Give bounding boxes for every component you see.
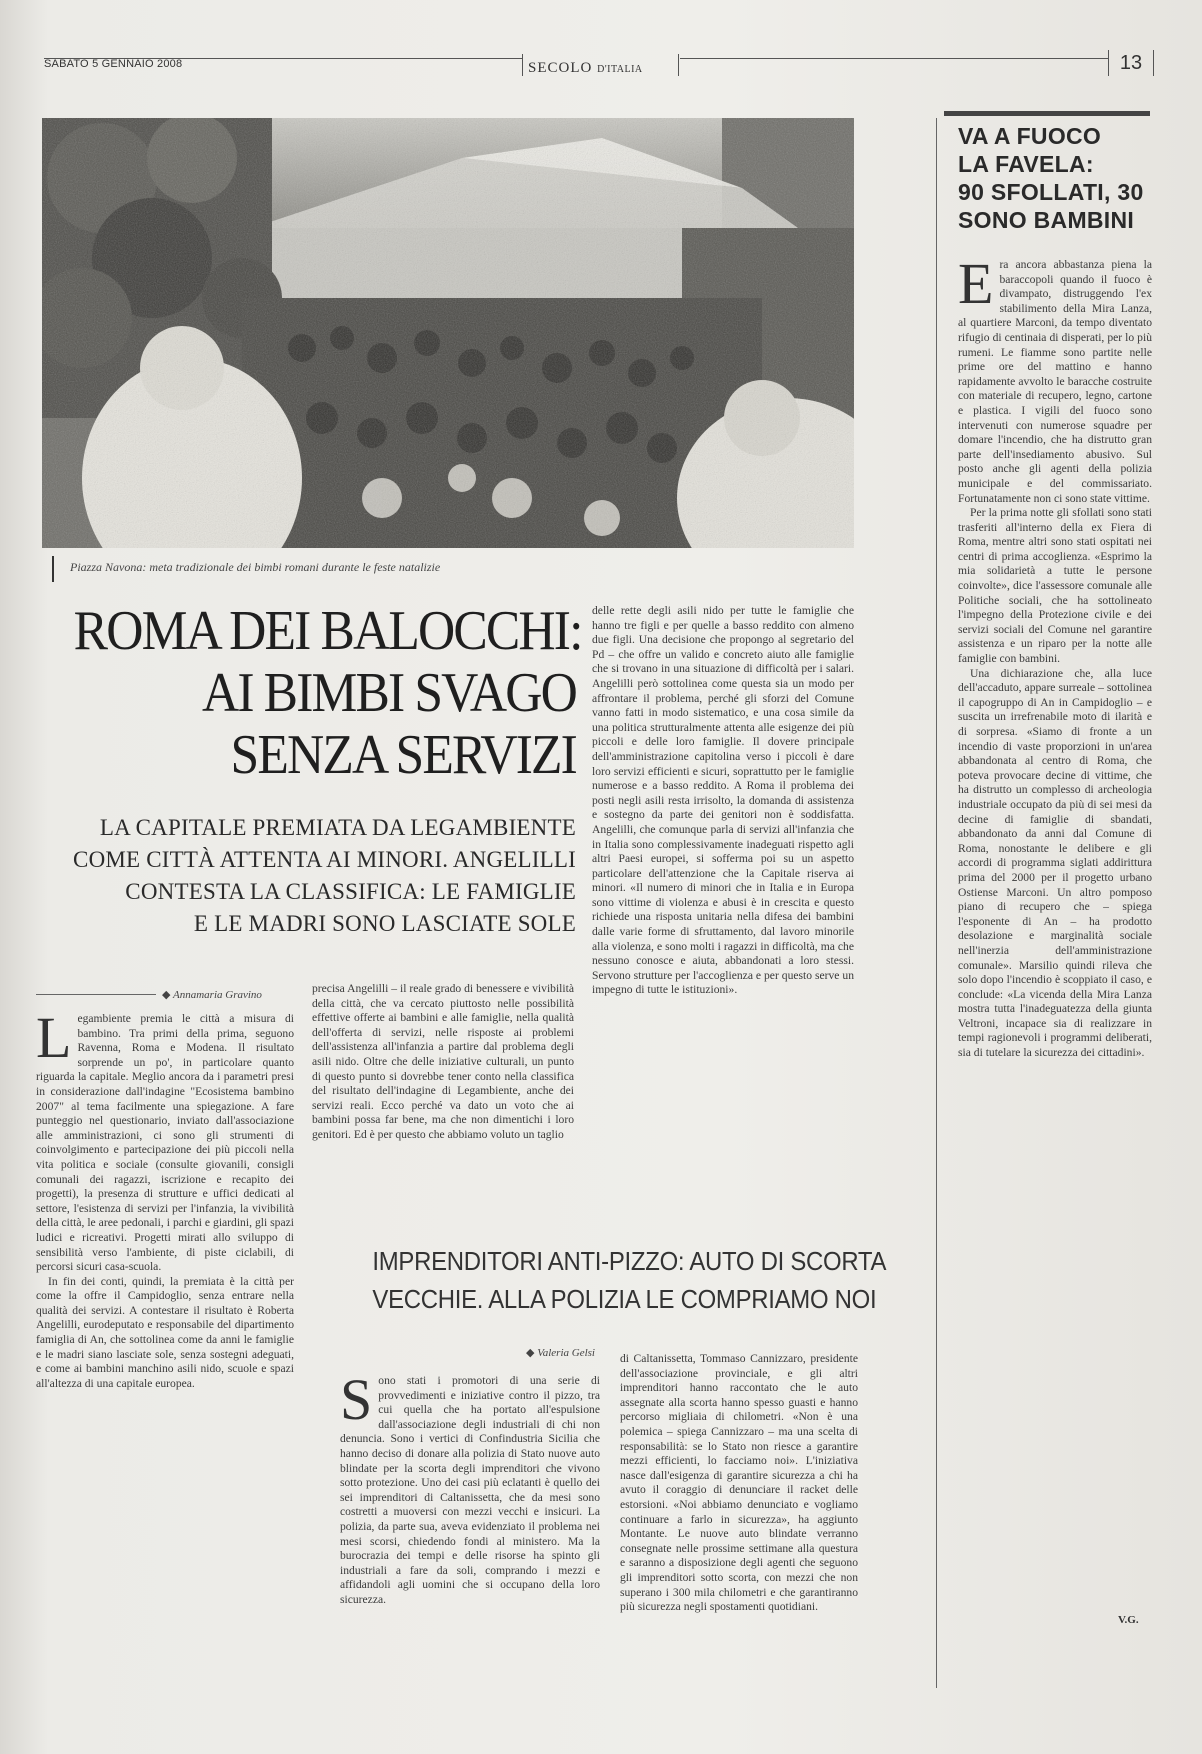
main-byline-name: Annamaria Gravino [173,989,262,1001]
crowd-photo-illustration [42,118,854,548]
main-subhead [30,812,576,940]
sidebar-headline-line: LA FAVELA: [958,151,1094,177]
caption-marker [52,556,54,582]
second-col2-text: di Caltanissetta, Tommaso Cannizzaro, presidente dell'associazione provinciale, e gli altri imprenditori hanno raccontato che le auto assegnate alla scorta hanno spesso guasti e hanno percorso migliaia di chilometri. «Non è una polemica – spiega Cannizzaro – ma una scelta di responsabilità: se lo Stato non riesce a garantire mezzi efficienti, lo facciamo noi». L'iniziativa nasce dall'esigenza di garantire sicurezza a chi ha avuto il coraggio di denunciare il racket delle estorsioni. «Noi abbiamo denunciato e vogliamo continuare a farlo in sicurezza», ha aggiunto Montante. Le nuove auto blindate verranno consegnate nelle prossime settimane alla questura e saranno a disposizione degli agenti che seguono gli imprenditori sotto scorta, con mezzi che non superano i 300 mila chilometri e che garantiranno più sicurezza negli spostamenti quotidiani. [620,1352,858,1614]
subhead-line: COME CITTÀ ATTENTA AI MINORI. ANGELILLI [73,847,576,872]
main-col1-text: egambiente premia le città a misura di bambino. Tra primi della prima, seguono Ravenna, Roma e Modena. Il risultato sorprende un po', in particolare quanto riguarda la capitale. Meglio ancora da i parametri presi in considerazione dall'indagine "Ecosistema bambino 2007" al tema facilmente una spiegazione. A fare punteggio nel questionario, inviato dall'associazione alle amministrazioni, ci sono gli strumenti di coinvolgimento e partecipazione dei più piccoli nella vita politica e sociale (consulte giovanili, consigli comunali dei ragazzi, iscrizione e recapito dei progetti), la presenza di strutture e uffici dedicati al settore, l'esistenza di servizi per l'infanzia, la vivibilità della città, le aree pedonali, i parchi e giardini, gli spazi ludici e ricreativi. Progetti mirati allo sviluppo di sensibilità verso l'ambiente, di piste ciclabili, di percorsi sicuri casa-scuola. [36,1012,294,1274]
second-byline: ◆ Valeria Gelsi [526,1347,595,1359]
main-article-col3 [592,604,854,1170]
sidebar-top-rule [944,111,1150,116]
sidebar-p2: Per la prima notte gli sfollati sono stati trasferiti all'interno della ex Fiera di Roma, mentre altri sono stati ospitati nei centri di prima accoglienza. «Esprimo la mia solidarietà a tutte le persone coinvolte», dice l'assessore comunale alle Politiche sociali, che ha sottolineato l'impegno della Protezione civile e dei servizi sociali del Comune nel garantire assistenza e un riparo per la notte alle famiglie con bambini. [958,506,1152,666]
second-headline [372,1242,887,1318]
main-article-col2 [312,982,574,1170]
main-headline-line: SENZA SERVIZI [230,724,576,786]
second-article-col2 [620,1352,858,1708]
masthead-divider-right [678,54,679,76]
main-headline-line: AI BIMBI SVAGO [201,662,576,724]
main-byline: ◆ Annamaria Gravino [162,989,262,1001]
page-number: 13 [1108,50,1154,76]
second-byline-name: Valeria Gelsi [537,1347,595,1359]
masthead-title [528,60,643,77]
byline-rule [36,994,156,995]
sidebar-headline [958,122,1150,234]
main-col1b-text: In fin dei conti, quindi, la premiata è la città per come la offre il Campidoglio, senza entrare nella qualità dei servizi. A contestare il risultato è Roberta Angelilli, eurodeputato e responsabile del dipartimento famiglia di An, che sottolinea come da anni le famiglie e le madri siano lasciate sole, senza sostegni adeguati, e come ai bambini manchino asili nido, scuole e spazi all'altezza di una capitale europea. [36,1274,294,1390]
subhead-line: LA CAPITALE PREMIATA DA LEGAMBIENTE [99,815,576,840]
masthead-date: SABATO 5 GENNAIO 2008 [44,58,183,70]
masthead-paper-main: SECOLO [528,60,593,76]
main-dropcap: L [36,1012,72,1070]
main-headline [73,600,582,786]
main-col2-text: precisa Angelilli – il reale grado di benessere e vivibilità della città, che va cercato piuttosto nelle possibilità effettive offerte ai bambini e alle famiglie, nella qualità dell'offerta di servizi, nelle risposte ai problemi dell'assistenza all'infanzia a partire dal problema degli asili nido. Oltre che delle iniziative culturali, un punto di questo punto si dovrebbe tener conto nella classifica del risultato dell'indagine di Legambiente, anche dei servizi reali. Ecco perché va dato un voto che ai bambini possa far bene, ma che non dimentichi i loro genitori. Ed è per questo che abbiamo voluto un taglio [312,982,574,1141]
photo-caption: Piazza Navona: meta tradizionale dei bimbi romani durante le feste natalizie [70,560,441,574]
second-headline-line: VECCHIE. ALLA POLIZIA LE COMPRIAMO NOI [372,1284,877,1314]
sidebar-p1: ra ancora abbastanza piena la baraccopoli quando il fuoco è divampato, distruggendo l'ex stabilimento della Mira Lanza, al quartiere Marconi, da tempo diventato rifugio di centinaia di disperati, per lo più rumeni. Le fiamme sono partite nelle prime ore del mattino e hanno rapidamente avvolto le baracche costruite con materiale di recupero, legno, cartone e plastica. I vigili del fuoco sono intervenuti con numerose squadre per domare l'incendio, che ha distrutto gran parte dell'insediamento abusivo. Sul posto anche gli agenti della polizia municipale e del commissariato. Fortunatamente non ci sono state vittime. [958,258,1152,505]
second-col1-text: ono stati i promotori di una serie di provvedimenti e iniziative contro il pizzo, tra cui quella che ha portato all'espulsione dall'associazione degli industriali di chi non denuncia. Sono i vertici di Confindustria Sicilia che hanno deciso di donare alla polizia di Stato nuove auto blindate per la scorta degli imprenditori che vivono sotto protezione. Uno dei casi più eclatanti è quello dei sei imprenditori di Caltanissetta, che da mesi sono costretti a muoversi con mezzi vecchi e insicuri. La polizia, da parte sua, aveva evidenziato il problema nei mesi scorsi, chiedendo fondi al ministero. Ma la burocrazia dei tempi e delle risorse ha spinto gli industriali a fare da soli, comprando i mezzi e affidandoli agli uomini che si occupano della loro sicurezza. [340,1374,600,1606]
main-col3-text: delle rette degli asili nido per tutte le famiglie che hanno tre figli e per quelle a basso reddito con almeno due figli. Una decisione che propongo al segretario del Pd – che offre un valido e concreto aiuto alle famiglie che si trovano in una situazione di difficoltà per i salari. Angelilli però sottolinea come questa sia un modo per affrontare il problema, perché gli sforzi del Comune vanno fatti in modo sistematico, e una cosa simile da una politica strutturalmente attenta alle esigenze dei più piccoli e delle loro famiglie. Il dovere principale dell'amministrazione capitolina verso i piccoli è dare loro servizi efficienti e sicuri, soprattutto per le famiglie numerose e a basso reddito. A Roma il problema dei posti negli asili resta irrisolto, la domanda di assistenza e sostegno da parte dei genitori non è soddisfatta. Angelilli, che comunque parla di servizi all'infanzia che in Italia sono complessivamente inadeguati rispetto agli altri Paesi europei, si sofferma poi su un aspetto particolare dell'attenzione che la Capitale riserva ai minori. «Il numero di minori che in Italia e in Europa sono vittime di violenza e abusi è in crescita e questo richiede una risposta unitaria nella difesa dei bambini dalle varie forme di sfruttamento, dal lavoro minorile alla violenza, e sono molti i ragazzi in difficoltà, ma che nessuno conosce e aiuta, abbandonati a loro stessi. Servono strutture per l'accoglienza e per questo serve un impegno di tutte le istituzioni». [592,604,854,997]
second-headline-line: IMPRENDITORI ANTI-PIZZO: AUTO DI SCORTA [372,1246,887,1276]
sidebar-headline-line: SONO BAMBINI [958,207,1135,233]
sidebar-dropcap: E [958,258,994,316]
sidebar-headline-line: 90 SFOLLATI, 30 [958,179,1144,205]
second-article-col1 [340,1374,600,1710]
masthead-divider-left [522,54,523,76]
sidebar-signature: V.G. [1118,1614,1139,1626]
subhead-line: CONTESTA LA CLASSIFICA: LE FAMIGLIE [125,879,576,904]
masthead-paper-sub: D'ITALIA [597,64,643,75]
masthead-rule-right [680,58,1108,59]
second-dropcap: S [340,1374,373,1432]
subhead-line: E LE MADRI SONO LASCIATE SOLE [193,911,576,936]
main-headline-line: ROMA DEI BALOCCHI: [73,600,582,662]
sidebar-divider [936,118,937,1688]
sidebar-headline-line: VA A FUOCO [958,123,1102,149]
sidebar-article-body [958,258,1152,1610]
main-article-col1 [36,1012,294,1492]
sidebar-p3: Una dichiarazione che, alla luce dell'accaduto, appare surreale – sottolinea il capogruppo di An in Campidoglio – e suscita un irrefrenabile moto di ilarità e di sorpresa. «Siamo di fronte a un incendio di vaste proporzioni in un'area abbandonata al centro di Roma, che poteva provocare decine di vittime, che ha distrutto un complesso di archeologia industriale occupato da più di sei mesi da decine di famiglie di sbandati, abbandonato da anni dal Comune di Roma, nonostante le delibere e gli accordi di programma siglati addirittura prima del 2000 per il progetto urbano Ostiense Marconi. Un altro pomposo piano di recupero che – spiega l'esponente di An – ha prodotto desolazione e marginalità sociale nell'inerzia dell'amministrazione comunale». Marsilio quindi rileva che solo dopo l'incendio è scoppiato il caso, e conclude: «La vicenda della Mira Lanza mostra tutta l'inadeguatezza della giunta Veltroni, incapace sia di realizzare in tempi ragionevoli i programmi deliberati, sia di tutelare la sicurezza dei cittadini». [958,666,1152,1060]
news-photo [42,118,854,548]
